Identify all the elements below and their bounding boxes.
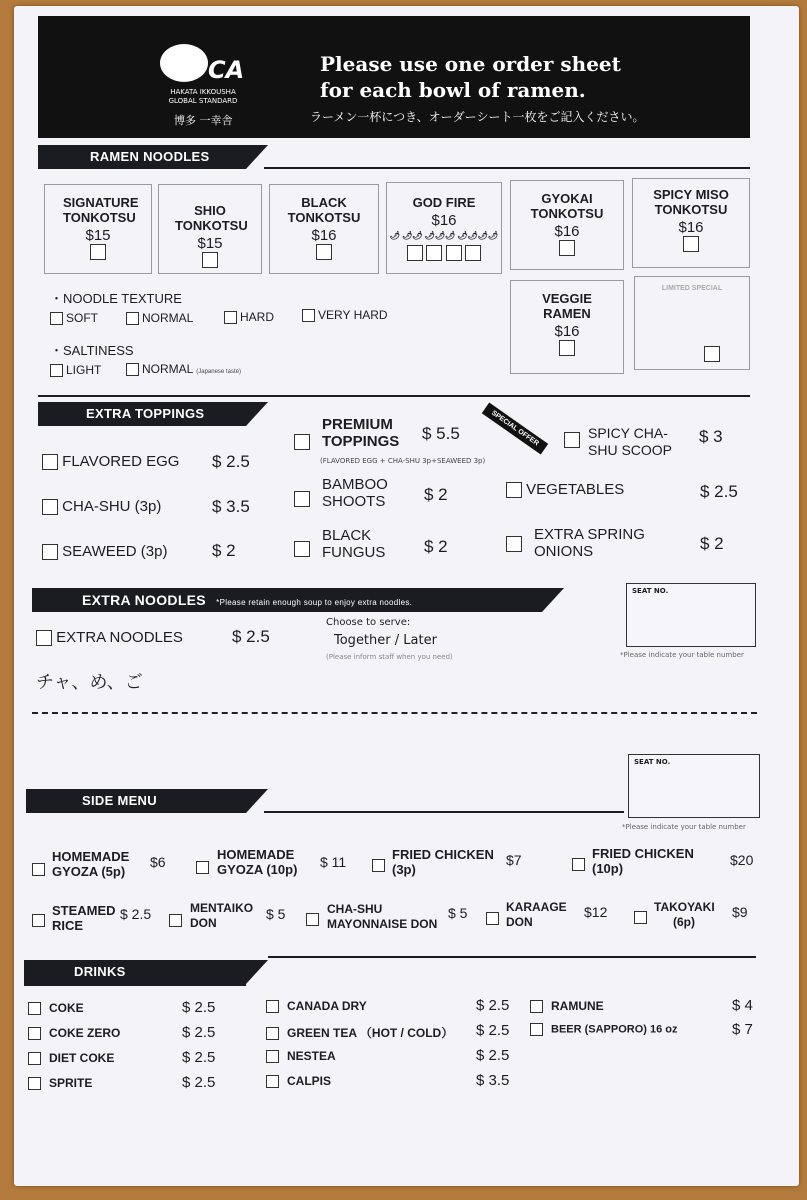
price: $ 2 xyxy=(212,541,236,560)
divider xyxy=(264,811,624,813)
price: $ 2.5 xyxy=(476,1047,510,1064)
price: $ 2.5 xyxy=(476,1022,510,1039)
price: $ 3 xyxy=(699,427,723,446)
checkbox-spice-2[interactable] xyxy=(426,245,442,261)
checkbox[interactable] xyxy=(506,533,522,552)
section-side-menu: SIDE MENU xyxy=(26,789,246,813)
checkbox[interactable] xyxy=(372,855,385,874)
checkbox-spice-3[interactable] xyxy=(446,245,462,261)
checkbox[interactable] xyxy=(530,1000,543,1013)
tear-line xyxy=(32,712,757,714)
header-banner xyxy=(38,16,750,138)
price: $ 2.5 xyxy=(232,627,270,646)
drink-beer[interactable]: BEER (SAPPORO) 16 oz xyxy=(530,1023,678,1036)
checkbox[interactable] xyxy=(294,538,310,557)
checkbox[interactable] xyxy=(42,499,58,515)
side-takoyaki: TAKOYAKI (6p) xyxy=(654,900,715,929)
checkbox-spice-1[interactable] xyxy=(407,245,423,261)
checkbox[interactable] xyxy=(634,907,647,926)
seat-note: *Please indicate your table number xyxy=(622,823,746,831)
spice-level-chili-icons: 🌶 🌶🌶 🌶🌶🌶 🌶🌶🌶🌶 xyxy=(389,231,499,240)
price: $ 2.5 xyxy=(182,999,216,1016)
ramen-box-spicy-miso[interactable]: SPICY MISO TONKOTSU $16 xyxy=(632,178,750,268)
checkbox[interactable] xyxy=(266,1050,279,1063)
choose-serve-value: Together / Later xyxy=(334,633,437,648)
price: $ 3.5 xyxy=(476,1072,510,1089)
logo-japanese: 博多 一幸舎 xyxy=(174,114,233,127)
checkbox[interactable] xyxy=(32,859,45,878)
side-steamed-rice: STEAMED RICE xyxy=(52,903,116,933)
checkbox[interactable] xyxy=(202,252,218,268)
price: $ 7 xyxy=(732,1021,753,1038)
checkbox[interactable] xyxy=(50,364,63,377)
seat-note: *Please indicate your table number xyxy=(620,651,744,659)
price: $ 2.5 xyxy=(212,452,250,471)
price: $ 2 xyxy=(424,537,448,556)
checkbox[interactable] xyxy=(294,431,310,450)
checkbox[interactable] xyxy=(559,340,575,356)
checkbox[interactable] xyxy=(306,909,319,928)
checkbox[interactable] xyxy=(32,910,45,929)
side-gyoza-5p: HOMEMADE GYOZA (5p) xyxy=(52,849,130,879)
checkbox[interactable] xyxy=(169,910,182,929)
ramen-box-signature[interactable]: SIGNATURE TONKOTSU $15 xyxy=(44,184,152,274)
ramen-box-god-fire[interactable]: GOD FIRE $16 🌶 🌶🌶 🌶🌶🌶 🌶🌶🌶🌶 xyxy=(386,182,502,274)
choose-serve-label: Choose to serve: xyxy=(326,617,411,628)
handwritten-note: チャ、め、ご xyxy=(36,672,143,693)
price: $ 3.5 xyxy=(212,497,250,516)
divider xyxy=(264,167,750,169)
price: $ 2.5 xyxy=(700,482,738,501)
topping-spicy-cha-shu: SPICY CHA-SHU SCOOP xyxy=(588,425,673,458)
topping-bamboo-shoots: BAMBOO SHOOTS xyxy=(322,476,388,510)
price: $ 5 xyxy=(266,906,286,922)
section-extra-noodles: EXTRA NOODLES *Please retain enough soup to enjoy extra noodles. xyxy=(32,588,542,612)
drink-green-tea[interactable]: GREEN TEA （HOT / COLD） xyxy=(266,1024,453,1041)
logo-subtitle: HAKATA IKKOUSHA GLOBAL STANDARD xyxy=(168,88,238,105)
price: $ 5 xyxy=(448,905,468,921)
price: $ 2.5 xyxy=(120,906,152,922)
checkbox[interactable] xyxy=(90,244,106,260)
checkbox[interactable] xyxy=(126,312,139,325)
checkbox[interactable] xyxy=(224,311,237,324)
texture-soft[interactable]: SOFT xyxy=(50,311,98,325)
checkbox[interactable] xyxy=(28,1002,41,1015)
ramen-box-black[interactable]: BLACK TONKOTSU $16 xyxy=(269,184,379,274)
side-cha-shu-mayo-don: CHA-SHU MAYONNAISE DON xyxy=(327,902,438,931)
price: $7 xyxy=(506,852,522,868)
section-extra-toppings: EXTRA TOPPINGS xyxy=(38,402,246,426)
header-line1: Please use one order sheet xyxy=(320,52,621,76)
price: $ 2.5 xyxy=(182,1074,216,1091)
saltiness-label: ・SALTINESS xyxy=(50,343,134,358)
choose-serve-note: (Please inform staff when you need) xyxy=(326,653,453,661)
drink-canada-dry[interactable]: CANADA DRY xyxy=(266,999,367,1013)
special-offer-badge: SPECIAL OFFER xyxy=(482,403,548,455)
price: $12 xyxy=(584,904,608,920)
divider xyxy=(38,395,750,397)
checkbox[interactable] xyxy=(294,488,310,507)
price: $ 2.5 xyxy=(182,1024,216,1041)
checkbox[interactable] xyxy=(28,1077,41,1090)
checkbox[interactable] xyxy=(28,1052,41,1065)
ramen-box-shio[interactable]: SHIO TONKOTSU $15 xyxy=(158,184,262,274)
texture-normal[interactable]: NORMAL xyxy=(126,311,193,325)
noodle-texture-label: ・NOODLE TEXTURE xyxy=(50,291,182,306)
section-drinks: DRINKS xyxy=(24,960,246,986)
drink-coke[interactable]: COKE xyxy=(28,1001,84,1015)
checkbox[interactable] xyxy=(683,236,699,252)
topping-black-fungus: BLACK FUNGUS xyxy=(322,527,386,561)
extra-noodles-item[interactable]: EXTRA NOODLES xyxy=(36,629,183,646)
side-fried-chicken-3p: FRIED CHICKEN (3p) xyxy=(392,847,494,877)
checkbox[interactable] xyxy=(564,429,580,448)
topping-flavored-egg[interactable]: FLAVORED EGG xyxy=(42,453,179,470)
checkbox[interactable] xyxy=(36,630,52,646)
drink-ramune[interactable]: RAMUNE xyxy=(530,999,604,1013)
checkbox[interactable] xyxy=(266,1027,279,1040)
price: $20 xyxy=(730,852,754,868)
seat-number-field-bottom[interactable]: SEAT NO. xyxy=(628,754,760,818)
topping-vegetables[interactable]: VEGETABLES xyxy=(506,481,624,498)
drink-diet-coke[interactable]: DIET COKE xyxy=(28,1051,114,1065)
price: $ 5.5 xyxy=(422,424,460,443)
section-ramen-noodles: RAMEN NOODLES xyxy=(38,145,246,169)
checkbox[interactable] xyxy=(302,309,315,322)
order-sheet xyxy=(14,6,799,1186)
side-fried-chicken-10p: FRIED CHICKEN (10p) xyxy=(592,846,694,876)
ramen-box-limited-special[interactable]: LIMITED SPECIAL xyxy=(634,276,750,370)
divider xyxy=(268,956,756,958)
price: $ 2.5 xyxy=(182,1049,216,1066)
checkbox[interactable] xyxy=(50,312,63,325)
drink-calpis[interactable]: CALPIS xyxy=(266,1074,331,1088)
premium-note: (FLAVORED EGG + CHA-SHU 3p+SEAWEED 3p) xyxy=(320,457,486,465)
checkbox[interactable] xyxy=(28,1027,41,1040)
header-line2: for each bowl of ramen. xyxy=(320,78,586,102)
checkbox-spice-4[interactable] xyxy=(465,245,481,261)
saltiness-normal[interactable]: NORMAL (Japanese taste) xyxy=(126,362,241,376)
seat-number-field-top[interactable]: SEAT NO. xyxy=(626,583,756,647)
header-japanese: ラーメン一杯につき、オーダーシート一枚をご記入ください。 xyxy=(310,110,645,124)
checkbox[interactable] xyxy=(266,1075,279,1088)
saltiness-light[interactable]: LIGHT xyxy=(50,363,101,377)
side-mentaiko-don: MENTAIKO DON xyxy=(190,901,254,930)
checkbox[interactable] xyxy=(126,363,139,376)
topping-cha-shu[interactable]: CHA-SHU (3p) xyxy=(42,498,161,515)
drink-sprite[interactable]: SPRITE xyxy=(28,1076,92,1090)
checkbox[interactable] xyxy=(572,854,585,873)
logo-bowl-icon xyxy=(160,44,208,82)
texture-hard[interactable]: HARD xyxy=(224,310,274,324)
drink-nestea[interactable]: NESTEA xyxy=(266,1049,336,1063)
price: $ 2.5 xyxy=(476,997,510,1014)
ramen-box-gyokai[interactable]: GYOKAI TONKOTSU $16 xyxy=(510,180,624,270)
price: $9 xyxy=(732,904,748,920)
checkbox[interactable] xyxy=(530,1023,543,1036)
texture-very-hard[interactable]: VERY HARD xyxy=(302,308,388,322)
checkbox[interactable] xyxy=(559,240,575,256)
price: $6 xyxy=(150,854,166,870)
checkbox[interactable] xyxy=(42,544,58,560)
logo-text: CA xyxy=(208,56,245,84)
topping-spring-onions: EXTRA SPRING ONIONS xyxy=(534,526,645,560)
ramen-box-veggie[interactable]: VEGGIE RAMEN $16 xyxy=(510,280,624,374)
checkbox[interactable] xyxy=(316,244,332,260)
checkbox[interactable] xyxy=(266,1000,279,1013)
topping-premium: PREMIUM TOPPINGS xyxy=(322,416,400,450)
price: $ 2 xyxy=(700,534,724,553)
side-gyoza-10p: HOMEMADE GYOZA (10p) xyxy=(217,847,298,877)
price: $ 2 xyxy=(424,485,448,504)
price: $ 4 xyxy=(732,997,753,1014)
drink-coke-zero[interactable]: COKE ZERO xyxy=(28,1026,120,1040)
checkbox[interactable] xyxy=(486,908,499,927)
checkbox[interactable] xyxy=(196,857,209,876)
side-karaage-don: KARAAGE DON xyxy=(506,900,567,929)
checkbox[interactable] xyxy=(42,454,58,470)
topping-seaweed[interactable]: SEAWEED (3p) xyxy=(42,543,167,560)
price: $ 11 xyxy=(320,854,347,870)
checkbox[interactable] xyxy=(506,482,522,498)
checkbox[interactable] xyxy=(704,346,720,362)
